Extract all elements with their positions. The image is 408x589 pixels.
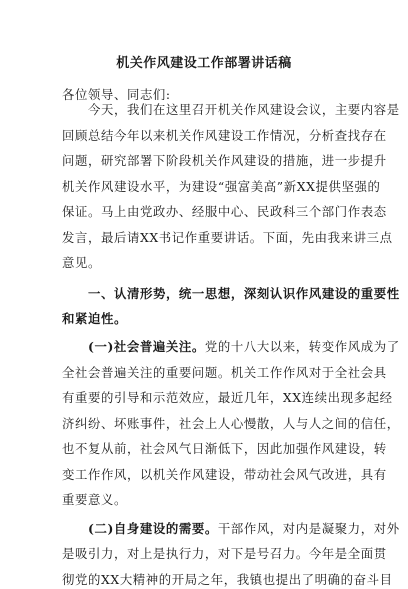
paragraph-line: 彻党的XX大精神的开局之年，我镇也提出了明确的奋斗目 [62, 571, 393, 587]
salutation: 各位领导、同志们: [62, 87, 171, 102]
subsection-text: 党的十八大以来，转变作风成为了 [204, 339, 400, 354]
paragraph-line: 意见。 [62, 255, 101, 270]
paragraph-line: 全社会普遍关注的重要问题。机关工作作风对于全社会具 [62, 364, 387, 380]
paragraph-line: 机关作风建设水平，为建设“强富美高”新XX提供坚强的 [62, 178, 381, 194]
paragraph-line: 保证。马上由党政办、经服中心、民政科三个部门作表态 [62, 204, 387, 219]
subsection-title: (二)自身建设的需要。 [88, 520, 218, 536]
section-heading: 和紧迫性。 [62, 311, 127, 326]
document-title: 机关作风建设工作部署讲话稿 [116, 56, 292, 71]
paragraph-line: 发言，最后请XX书记作重要讲话。下面，先由我来讲三点 [62, 229, 393, 245]
subsection-text: 干部作风，对内是凝聚力，对外 [217, 520, 400, 536]
paragraph-line: 变工作作风，以机关作风建设，带动社会风气改进，具有 [62, 466, 387, 482]
section-heading: 一、认清形势，统一思想，深刻认识作风建设的重要性 [88, 285, 400, 301]
paragraph-line: 是吸引力，对上是执行力，对下是号召力。今年是全面贯 [62, 546, 387, 561]
paragraph-line: 有重要的引导和示范效应，最近几年，XX连续出现多起经 [62, 390, 393, 405]
subsection-title: (一)社会普遍关注。 [88, 339, 205, 354]
paragraph-line: 问题，研究部署下阶段机关作风建设的措施，进一步提升 [62, 153, 387, 168]
paragraph-line: 重要意义。 [62, 492, 127, 507]
paragraph-line: 济纠纷、坏账事件，社会上人心慢散，人与人之间的信任， [62, 415, 400, 431]
paragraph-line: 也不复从前，社会风气日渐低下，因此加强作风建设，转 [62, 441, 387, 456]
paragraph-line: 今天，我们在这里召开机关作风建设会议，主要内容是 [88, 102, 400, 117]
paragraph-line: 回顾总结今年以来机关作风建设工作情况，分析查找存在 [62, 127, 387, 143]
